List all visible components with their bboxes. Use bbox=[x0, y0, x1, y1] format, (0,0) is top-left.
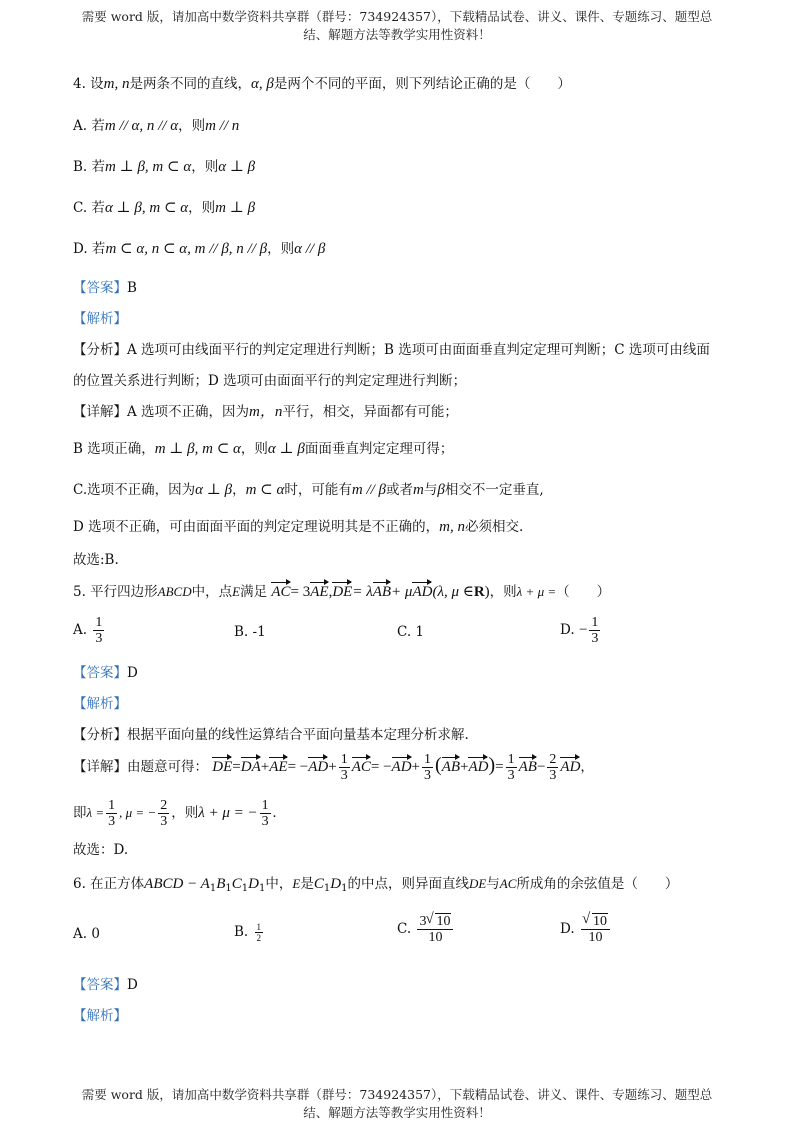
q5-ji-mid: ，则 bbox=[171, 805, 199, 821]
q6-option-c bbox=[397, 914, 455, 945]
q5-vec-ad: AD bbox=[412, 581, 432, 601]
q5-xj-lparen: ( bbox=[435, 754, 442, 776]
q5-xj-frac-2 bbox=[422, 752, 433, 783]
q4-option-c-concl: m ⊥ β bbox=[215, 200, 256, 216]
q4-analysis-heading bbox=[73, 307, 733, 327]
q4-option-a-then: ，则 bbox=[178, 118, 206, 134]
q6-point-e: E bbox=[292, 876, 301, 891]
q4-option-d-then: ，则 bbox=[267, 241, 295, 257]
q5-ji-frac-lm bbox=[260, 798, 271, 829]
q6-c1: C bbox=[313, 876, 324, 892]
xiangjie-tag: 【详解】 bbox=[73, 404, 127, 420]
q5-xj-frac-2-den: 3 bbox=[424, 768, 432, 783]
q4-option-b-concl: α ⊥ β bbox=[218, 159, 256, 175]
q6-sub-d1b: 1 bbox=[341, 883, 348, 894]
q4-xj3-m1: α ⊥ β bbox=[195, 482, 233, 498]
q5-ji-frac-mu-den: 3 bbox=[160, 814, 168, 829]
q5-cond: (λ, μ ∈ bbox=[432, 584, 474, 600]
q4-option-d bbox=[73, 237, 733, 258]
page-footer bbox=[60, 1086, 734, 1122]
q4-option-d-label: D. 若 bbox=[73, 241, 106, 257]
q4-option-b-label: B. 若 bbox=[73, 159, 106, 175]
q5-stem bbox=[73, 580, 733, 601]
q5-xj-eq2: = − bbox=[287, 759, 309, 775]
q5-number: 5. 平行四边形 bbox=[73, 584, 158, 600]
q5-eq2: = λ bbox=[352, 584, 373, 600]
q6-option-d-rad: 10 bbox=[592, 914, 607, 929]
q4-xj2-d: 面面垂直判定定理可得； bbox=[304, 441, 454, 457]
analysis-tag: 【解析】 bbox=[73, 311, 127, 327]
q4-xj3-m2: m ⊂ α bbox=[245, 482, 285, 498]
q6-option-b bbox=[234, 922, 265, 943]
page-header bbox=[60, 8, 734, 44]
q5-xj-frac-3-num: 1 bbox=[507, 752, 515, 767]
q5-xj-vec-ad4: AD bbox=[560, 756, 580, 776]
q4-choose bbox=[73, 548, 733, 568]
q5-ji-frac-l bbox=[106, 798, 117, 829]
q4-xj2-a: B 选项正确， bbox=[73, 441, 155, 457]
q5-abcd: ABCD bbox=[157, 584, 192, 599]
q5-xj-eq3: = − bbox=[370, 759, 392, 775]
q5-choose bbox=[73, 838, 733, 858]
q6-option-d-frac bbox=[581, 914, 610, 945]
q4-xj2-m: m ⊥ β, m ⊂ α bbox=[154, 441, 241, 457]
q5-option-c bbox=[397, 624, 424, 640]
q5-xj-eq4: = bbox=[495, 759, 504, 775]
q6-ac: AC bbox=[499, 876, 517, 891]
q6-option-a bbox=[73, 926, 100, 942]
xiangjie-tag: 【详解】 bbox=[73, 759, 127, 775]
analysis-tag: 【解析】 bbox=[73, 696, 127, 712]
q4-option-a bbox=[73, 114, 733, 135]
q4-mn: m, n bbox=[103, 76, 130, 92]
q4-option-c-cond: α ⊥ β, m ⊂ α bbox=[104, 200, 189, 216]
q4-xj3-m4: m bbox=[413, 482, 424, 498]
q5-xj-vec-ad2: AD bbox=[392, 756, 412, 776]
q4-xj4-m: m, n bbox=[439, 519, 465, 535]
q6-sub-a1: 1 bbox=[209, 883, 217, 894]
q5-xj-p2: + bbox=[328, 759, 337, 775]
q5-ji-frac-mu-num: 2 bbox=[160, 798, 168, 813]
q5-option-a-den: 3 bbox=[95, 631, 103, 646]
q5-xj-frac-1-den: 3 bbox=[340, 768, 348, 783]
q5-xj-end: ， bbox=[580, 759, 594, 775]
q6-sub-c1b: 1 bbox=[323, 883, 331, 894]
q4-option-b-cond: m ⊥ β, m ⊂ α bbox=[105, 159, 192, 175]
footer-line-1: 需要 word 版，请加高中数学资料共享群（群号：734924357），下载精品试卷、讲义、课件、专题练习、题型总 bbox=[81, 1087, 713, 1102]
q4-stem bbox=[73, 72, 733, 93]
q5-xj-eq: = bbox=[232, 759, 241, 775]
q4-option-c-label: C. 若 bbox=[73, 200, 105, 216]
q6-d1: D bbox=[330, 876, 342, 892]
q4-fenxi-2 bbox=[73, 369, 733, 389]
analysis-tag: 【解析】 bbox=[73, 1008, 127, 1024]
q4-option-a-concl: m // n bbox=[205, 118, 240, 134]
q5-xj-frac-2-num: 1 bbox=[424, 752, 432, 767]
q6-text-3: 的中点，则异面直线 bbox=[347, 876, 469, 892]
q6-option-b-frac bbox=[255, 922, 264, 943]
q4-xj3-m3: m // β bbox=[351, 482, 387, 498]
q5-option-d bbox=[560, 615, 602, 646]
q4-xj3-c: 时，可能有 bbox=[284, 482, 352, 498]
q6-option-d-sqrt bbox=[583, 914, 608, 929]
q6-cube-d: D bbox=[248, 876, 260, 892]
q6-option-b-num: 1 bbox=[256, 922, 262, 932]
q5-ji-lm: λ + μ = − bbox=[198, 805, 258, 821]
q4-option-a-cond: m // α, n // α bbox=[104, 118, 179, 134]
q4-xiangjie-1 bbox=[73, 400, 733, 421]
q5-xj-vec-ad3: AD bbox=[468, 756, 488, 776]
q5-answer bbox=[73, 661, 733, 681]
q4-option-b-then: ，则 bbox=[191, 159, 219, 175]
q5-xj-vec-da: DA bbox=[241, 756, 261, 776]
q4-xj3-d: 或者 bbox=[386, 482, 414, 498]
q6-text-2: 是 bbox=[300, 876, 314, 892]
q5-option-d-sign: − bbox=[578, 622, 588, 638]
q4-xj4-b: 必须相交. bbox=[464, 519, 524, 535]
q6-text-1: 中， bbox=[265, 876, 293, 892]
q6-answer bbox=[73, 973, 733, 993]
q5-option-d-label: D. bbox=[560, 622, 575, 638]
q5-option-a-num: 1 bbox=[95, 615, 103, 630]
q5-eq1: = 3 bbox=[290, 584, 311, 600]
q5-xj-p4: + bbox=[460, 759, 469, 775]
q5-xj-vec-ae: AE bbox=[269, 756, 287, 776]
q4-option-a-label: A. 若 bbox=[73, 118, 105, 134]
q4-text-2: 是两个不同的平面，则下列结论正确的是（ ） bbox=[273, 76, 571, 92]
q4-xj1-a: A 选项不正确，因为 bbox=[127, 404, 250, 420]
q5-lambda-mu: λ + μ = bbox=[516, 584, 557, 599]
q4-fenxi-text-2: 的位置关系进行判断；D 选项可由面面平行的判定定理进行判断； bbox=[73, 373, 467, 389]
q5-xj-vec-ad: AD bbox=[308, 756, 328, 776]
q5-option-b-label: B. -1 bbox=[234, 624, 266, 640]
q5-ji-lambda: λ = bbox=[86, 805, 105, 820]
q5-vec-ab: AB bbox=[373, 581, 391, 601]
q5-option-a-label: A. bbox=[73, 622, 88, 638]
q4-xiangjie-2 bbox=[73, 437, 733, 458]
q5-answer-value: D bbox=[127, 665, 138, 681]
q4-xj3-a: C.选项不正确，因为 bbox=[73, 482, 196, 498]
q4-xj3-b: ， bbox=[232, 482, 246, 498]
q5-xj-minus: − bbox=[536, 759, 546, 775]
q5-fenxi bbox=[73, 723, 733, 743]
q6-sub-b1: 1 bbox=[225, 883, 232, 894]
q4-xiangjie-3 bbox=[73, 478, 733, 499]
q5-close: ) bbox=[484, 584, 490, 600]
q5-analysis-heading bbox=[73, 692, 733, 712]
q5-real-r: R bbox=[473, 584, 485, 600]
q4-option-c-then: ，则 bbox=[188, 200, 216, 216]
answer-tag: 【答案】 bbox=[73, 280, 127, 296]
q6-text-4: 与 bbox=[486, 876, 500, 892]
q5-ji-pre: 即 bbox=[73, 805, 87, 821]
q5-xj-vec-ab: AB bbox=[442, 756, 460, 776]
answer-tag: 【答案】 bbox=[73, 977, 127, 993]
q6-cube-c: C bbox=[231, 876, 242, 892]
header-line-2: 结、解题方法等教学实用性资料！ bbox=[303, 27, 491, 42]
q4-number: 4. 设 bbox=[73, 76, 104, 92]
q5-xj-rparen: ) bbox=[488, 754, 496, 776]
q5-comma: , bbox=[328, 584, 333, 600]
q4-answer bbox=[73, 276, 733, 296]
q4-option-d-cond: m ⊂ α, n ⊂ α, m // β, n // β bbox=[105, 241, 268, 257]
q6-option-b-label: B. bbox=[234, 924, 249, 940]
q6-cube-b: B bbox=[216, 876, 226, 892]
q5-point-e: E bbox=[232, 584, 241, 599]
footer-line-2: 结、解题方法等教学实用性资料！ bbox=[303, 1105, 491, 1120]
q4-text-1: 是两条不同的直线， bbox=[129, 76, 252, 92]
q5-xj-frac-3 bbox=[506, 752, 517, 783]
q4-fenxi-text-1: A 选项可由线面平行的判定定理进行判断；B 选项可由面面垂直判定定理可判断；C 选项可由线面 bbox=[127, 342, 710, 358]
q5-xj-frac-4-den: 3 bbox=[549, 768, 557, 783]
q6-analysis-heading bbox=[73, 1004, 733, 1024]
q5-vec-ae: AE bbox=[310, 581, 328, 601]
q6-option-c-den: 10 bbox=[428, 930, 443, 945]
q5-xj-p3: + bbox=[411, 759, 421, 775]
q5-option-d-num: 1 bbox=[591, 615, 599, 630]
answer-tag: 【答案】 bbox=[73, 665, 127, 681]
q5-option-c-label: C. 1 bbox=[397, 624, 425, 640]
q4-xj1-m: m，n bbox=[249, 404, 283, 420]
q5-xj-frac-4 bbox=[547, 752, 558, 783]
q4-xj3-f: 相交不一定垂直, bbox=[444, 482, 544, 498]
q4-choose-text: 故选:B. bbox=[73, 552, 119, 568]
q6-number: 6. 在正方体 bbox=[73, 876, 145, 892]
q5-option-a-frac bbox=[93, 615, 104, 646]
q4-xj4-a: D 选项不正确，可由面面平面的判定定理说明其是不正确的， bbox=[73, 519, 440, 535]
q6-option-d-label: D. bbox=[560, 921, 575, 937]
header-line-1: 需要 word 版，请加高中数学资料共享群（群号：734924357），下载精品试卷、讲义、课件、专题练习、题型总 bbox=[81, 9, 713, 24]
fenxi-tag: 【分析】 bbox=[73, 727, 127, 743]
q5-text-4: （ ） bbox=[556, 584, 611, 600]
q5-xj-frac-3-den: 3 bbox=[507, 768, 515, 783]
q6-option-b-den: 2 bbox=[256, 933, 262, 943]
q4-xj3-m5: β bbox=[437, 482, 445, 498]
q6-option-d bbox=[560, 914, 612, 945]
fenxi-tag: 【分析】 bbox=[73, 342, 127, 358]
q5-ji bbox=[73, 798, 733, 829]
q5-xj-frac-4-num: 2 bbox=[549, 752, 557, 767]
q5-xj-p1: + bbox=[260, 759, 270, 775]
q6-option-c-rad: 10 bbox=[436, 914, 451, 929]
q5-xj-vec-ac: AC bbox=[352, 756, 371, 776]
q6-stem bbox=[73, 872, 733, 894]
q6-de: DE bbox=[468, 876, 487, 891]
q5-fenxi-text: 根据平面向量的线性运算结合平面向量基本定理分析求解. bbox=[127, 727, 469, 743]
q5-option-d-den: 3 bbox=[591, 631, 599, 646]
q6-sub-c1: 1 bbox=[241, 883, 249, 894]
q6-option-c-frac bbox=[417, 914, 453, 945]
q4-xiangjie-4 bbox=[73, 515, 733, 536]
q6-option-c-label: C. bbox=[397, 921, 412, 937]
q5-option-d-frac bbox=[589, 615, 600, 646]
q4-alpha-beta: α, β bbox=[251, 76, 274, 92]
q6-option-c-sqrt bbox=[426, 914, 451, 929]
q6-option-d-den: 10 bbox=[588, 930, 603, 945]
q5-text-3: ，则 bbox=[489, 584, 517, 600]
q4-xj2-c: α ⊥ β bbox=[267, 441, 305, 457]
q5-ji-mu: , μ = − bbox=[119, 805, 157, 820]
q5-ji-frac-lm-num: 1 bbox=[261, 798, 269, 813]
q5-ji-frac-l-num: 1 bbox=[108, 798, 116, 813]
q6-option-a-label: A. 0 bbox=[73, 926, 100, 942]
q5-ji-frac-lm-den: 3 bbox=[261, 814, 269, 829]
q6-answer-value: D bbox=[127, 977, 138, 993]
q5-option-a bbox=[73, 615, 106, 646]
q5-text-2: 满足 bbox=[240, 584, 268, 600]
q5-ji-end: . bbox=[272, 805, 277, 821]
q5-vec-ac: AC bbox=[271, 581, 290, 601]
q4-answer-value: B bbox=[127, 280, 137, 296]
q5-ji-frac-mu bbox=[158, 798, 169, 829]
q5-xiangjie bbox=[73, 752, 733, 783]
q5-xj-frac-1 bbox=[339, 752, 350, 783]
q6-sub-d1: 1 bbox=[259, 883, 266, 894]
q4-option-b bbox=[73, 155, 733, 176]
q5-text-1: 中，点 bbox=[191, 584, 233, 600]
q5-option-b bbox=[234, 624, 266, 640]
q4-xj2-b: ，则 bbox=[240, 441, 268, 457]
q5-xj-vec-de: DE bbox=[212, 756, 232, 776]
q5-xj-pre: 由题意可得： bbox=[127, 759, 208, 775]
q5-choose-text: 故选：D. bbox=[73, 842, 129, 858]
q6-option-c-coef: 3 bbox=[419, 914, 427, 929]
q4-option-d-concl: α // β bbox=[294, 241, 326, 257]
q4-xj1-b: 平行，相交，异面都有可能； bbox=[282, 404, 458, 420]
q5-plus-mu: + μ bbox=[391, 584, 413, 600]
q5-xj-vec-ab2: AB bbox=[519, 756, 537, 776]
q5-vec-de: DE bbox=[332, 581, 352, 601]
q4-option-c bbox=[73, 196, 733, 217]
q5-ji-frac-l-den: 3 bbox=[108, 814, 116, 829]
q6-text-5: 所成角的余弦值是（ ） bbox=[516, 876, 679, 892]
q4-xj3-e: 与 bbox=[423, 482, 438, 498]
q6-cube-a: ABCD − A bbox=[144, 876, 210, 892]
q4-fenxi-1 bbox=[73, 338, 733, 358]
q5-xj-frac-1-num: 1 bbox=[340, 752, 348, 767]
